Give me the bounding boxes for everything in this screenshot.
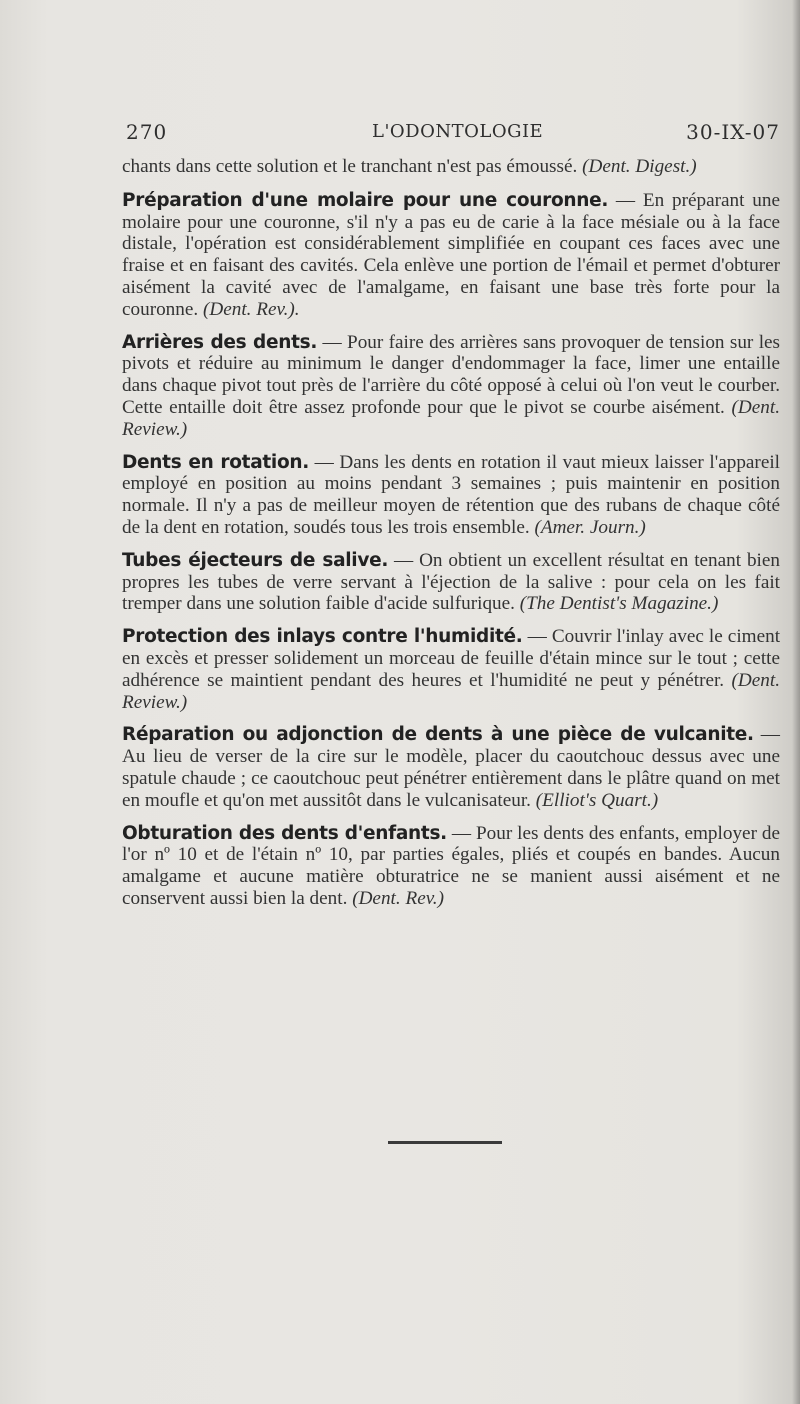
citation: (Dent. Rev.). <box>203 298 300 320</box>
citation: (The Dentist's Magazine.) <box>519 593 719 615</box>
em-dash: — <box>317 331 348 353</box>
article-body <box>122 156 780 921</box>
section-heading: Protection des inlays contre l'humidité. <box>122 626 523 648</box>
em-dash: — <box>753 724 780 746</box>
section-heading: Dents en rotation. <box>122 451 309 473</box>
citation: (Amer. Journ.) <box>534 516 646 538</box>
section-enfants <box>122 823 780 910</box>
section-heading: Réparation ou adjonction de dents à une pièce de vulcanite. <box>122 724 754 746</box>
citation: (Dent. Review.) <box>122 396 780 440</box>
paragraph-text: Dans les dents en rotation il vaut mieux laisser l'appareil employé en position au moins pendant 3 semaines ; puis maintenir en position normale. Il n'y a pas de meilleur moyen de rétention que des rubans de chaque côté de la dent en rotation, soudés tous les trois ensemble. <box>122 451 780 538</box>
journal-title: L'ODONTOLOGIE <box>372 121 544 142</box>
section-heading: Obturation des dents d'enfants. <box>122 822 447 844</box>
paragraph-text: Pour faire des arrières sans provoquer de tension sur les pivots et réduire au minimum le danger d'endommager la face, limer une entaille dans chaque pivot tout près de l'arrière du côté opposé à celui où l'on veut le courber. Cette entaille doit être assez profonde pour que le pivot se courbe aisément. <box>122 331 781 418</box>
section-heading: Préparation d'une molaire pour une couronne. <box>122 189 609 211</box>
paragraph-text: Couvrir l'inlay avec le ciment en excès et presser solidement un morceau de feuille d'étain mince sur le tout ; cette adhérence se maintient pendant des heures et l'humidité ne peut y pénétrer. <box>122 626 781 691</box>
opening-paragraph <box>122 156 780 178</box>
em-dash: — <box>388 549 420 571</box>
section-heading: Tubes éjecteurs de salive. <box>122 549 389 571</box>
paragraph-text: On obtient un excellent résultat en tenant bien propres les tubes de verre servant à l'éjection de la salive : pour cela on les fait tremper dans une solution faible d'acide sulfurique. <box>122 549 781 615</box>
em-dash: — <box>608 189 643 211</box>
em-dash: — <box>308 451 340 473</box>
paragraph-text: En préparant une molaire pour une couronne, s'il n'y a pas eu de carie à la face mésiale ou à la face distale, l'opération est considérablement simplifiée en coupant ces faces avec une fraise et en faisant des cavités. Cela enlève une portion de l'émail et permet d'obturer aisément la cavité avec de l'amalgame, en faisant une base très forte pour la couronne. <box>122 189 780 320</box>
section-vulcanite <box>122 724 780 811</box>
paragraph-text: chants dans cette solution et le tranchant n'est pas émoussé. <box>122 156 583 177</box>
em-dash: — <box>446 822 476 844</box>
citation: (Elliot's Quart.) <box>535 789 659 811</box>
running-header <box>124 120 780 150</box>
page-number: 270 <box>126 120 168 144</box>
paragraph-text: Pour les dents des enfants, employer de l'or nº 10 et de l'étain nº 10, par parties égales, pliés et coupés en bandes. Aucun amalgame et aucune matière obturatrice ne se manient aussi aisément et ne conservent aussi bien la dent. <box>122 822 780 909</box>
section-inlays <box>122 626 780 713</box>
section-tubes <box>122 550 780 615</box>
section-rotation <box>122 452 780 539</box>
issue-date: 30-IX-07 <box>686 120 780 144</box>
citation: (Dent. Digest.) <box>582 156 697 177</box>
section-heading: Arrières des dents. <box>122 331 318 353</box>
citation: (Dent. Rev.) <box>352 887 444 909</box>
paragraph-text: Au lieu de verser de la cire sur le modèle, placer du caoutchouc dessus avec une spatule chaude ; ce caoutchouc peut pénétrer entièrement dans le plâtre quand on met en moufle et qu'on met aussitôt dans le vulcanisateur. <box>122 746 780 811</box>
closing-rule <box>388 1141 502 1144</box>
em-dash: — <box>522 626 552 648</box>
section-molaire <box>122 190 780 321</box>
citation: (Dent. Review.) <box>122 669 780 713</box>
section-arrieres <box>122 332 780 441</box>
